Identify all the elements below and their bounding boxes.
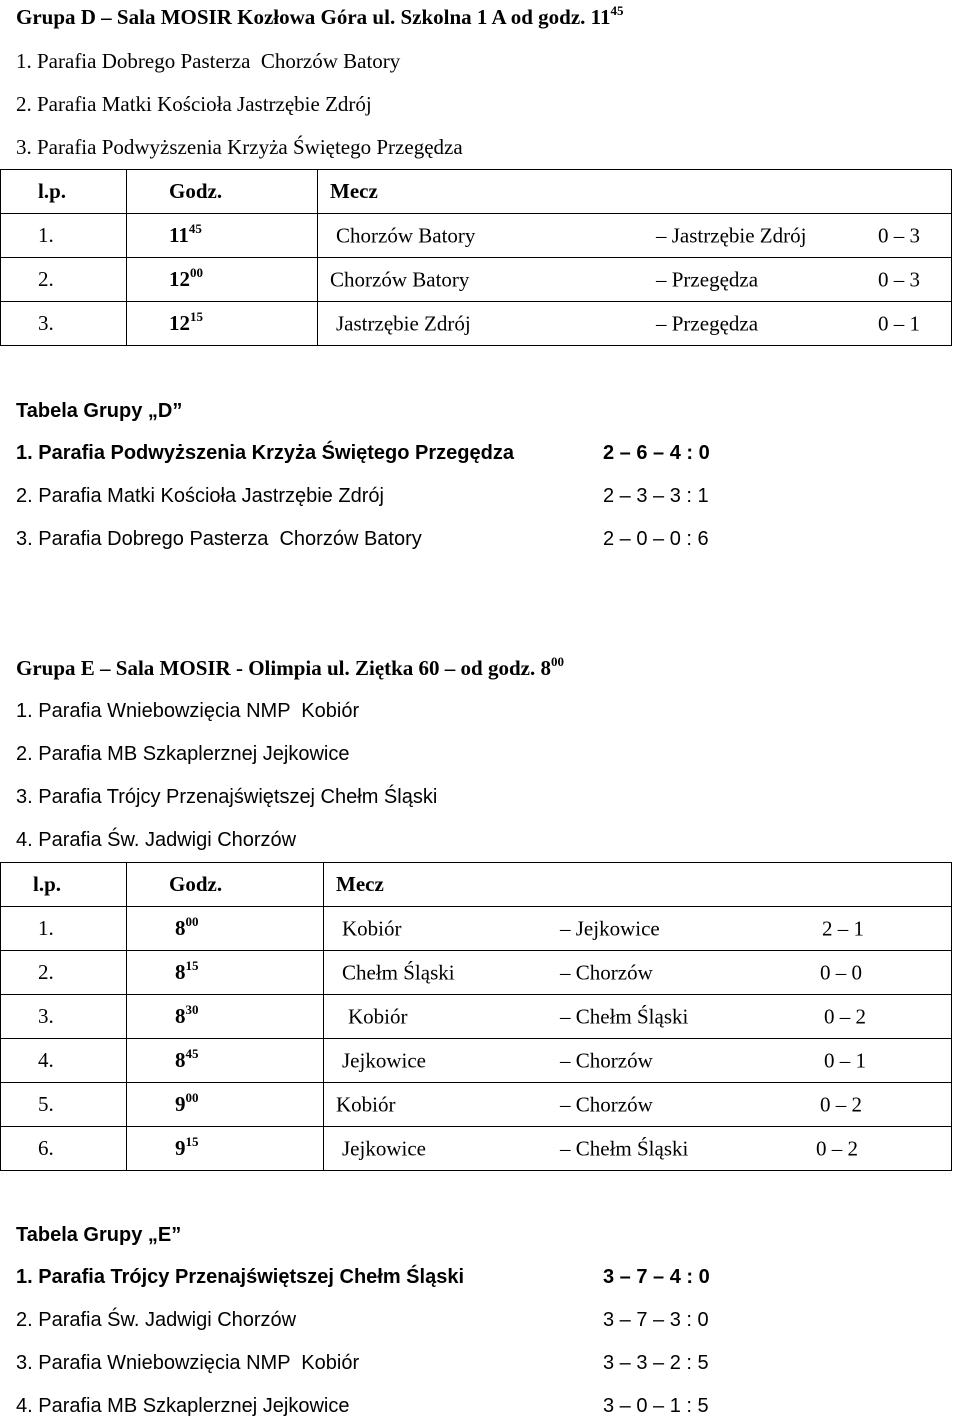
match-time: $11^{45}$ xyxy=(127,214,318,258)
standing-row: 1. Parafia Podwyższenia Krzyża Świętego Przegędza xyxy=(16,442,514,464)
match-cell xyxy=(324,1039,952,1083)
standing-stats: 3 – 7 – 4 : 0 xyxy=(603,1266,710,1288)
match-cell xyxy=(324,995,952,1039)
table-row xyxy=(1,1127,952,1171)
match-cell xyxy=(324,1083,952,1127)
table-row xyxy=(1,995,952,1039)
standing-row: 2. Parafia Św. Jadwigi Chorzów xyxy=(16,1309,297,1331)
home-team: Jejkowice xyxy=(342,1136,426,1160)
group-d-standings-title: Tabela Grupy „D” xyxy=(16,400,183,422)
away-team: – Jastrzębie Zdrój xyxy=(656,223,807,247)
match-cell xyxy=(324,1127,952,1171)
match-lp: 3. xyxy=(1,995,127,1039)
home-team: Kobiór xyxy=(336,1092,396,1116)
group-e-standings-title: Tabela Grupy „E” xyxy=(16,1224,182,1246)
standing-row: 1. Parafia Trójcy Przenajświętszej Chełm Śląski xyxy=(16,1266,464,1288)
group-d-team-2: 2. Parafia Matki Kościoła Jastrzębie Zdrój xyxy=(16,92,372,116)
match-time: $12^{15}$ xyxy=(127,302,318,346)
match-time: $8^{30}$ xyxy=(127,995,324,1039)
match-header: Mecz xyxy=(324,863,952,907)
match-time: $8^{00}$ xyxy=(127,907,324,951)
match-lp: 1. xyxy=(1,907,127,951)
score: 0 – 2 xyxy=(824,1004,866,1028)
table-row xyxy=(1,1083,952,1127)
group-d-team-1: 1. Parafia Dobrego Pasterza Chorzów Batory xyxy=(16,49,401,73)
table-row xyxy=(1,951,952,995)
match-header: Mecz xyxy=(318,170,952,214)
time-header: Godz. xyxy=(127,170,318,214)
group-d-header xyxy=(16,4,624,30)
table-row xyxy=(1,907,952,951)
match-lp: 2. xyxy=(1,951,127,995)
score: 2 – 1 xyxy=(822,916,864,940)
standing-stats: 3 – 0 – 1 : 5 xyxy=(603,1395,709,1417)
match-cell xyxy=(318,258,952,302)
group-e-team-4: 4. Parafia Św. Jadwigi Chorzów xyxy=(16,829,297,851)
group-e-match-table xyxy=(0,862,952,1171)
standing-row: 3. Parafia Dobrego Pasterza Chorzów Batory xyxy=(16,528,422,550)
match-time: $12^{00}$ xyxy=(127,258,318,302)
away-team: – Chełm Śląski xyxy=(560,1136,689,1160)
match-time: $8^{45}$ xyxy=(127,1039,324,1083)
match-time: $9^{15}$ xyxy=(127,1127,324,1171)
match-lp: 2. xyxy=(1,258,127,302)
score: 0 – 3 xyxy=(878,267,920,291)
group-d-header-text: Grupa D – Sala MOSIR Kozłowa Góra ul. Szkolna 1 A od godz. 11 xyxy=(16,5,611,29)
away-team: – Przegędza xyxy=(656,311,759,335)
group-e-header-text: Grupa E – Sala MOSIR - Olimpia ul. Ziętka 60 – od godz. 8 xyxy=(16,656,551,680)
match-cell xyxy=(318,214,952,258)
group-d-match-table xyxy=(0,169,952,346)
home-team: Jastrzębie Zdrój xyxy=(336,311,471,335)
standing-row: 3. Parafia Wniebowzięcia NMP Kobiór xyxy=(16,1352,360,1374)
match-time: $8^{15}$ xyxy=(127,951,324,995)
group-e-header xyxy=(16,655,564,681)
match-time: $9^{00}$ xyxy=(127,1083,324,1127)
home-team: Chorzów Batory xyxy=(330,267,470,291)
match-cell xyxy=(318,302,952,346)
table-row xyxy=(1,302,952,346)
table-header-row xyxy=(1,170,952,214)
match-cell xyxy=(324,907,952,951)
table-row xyxy=(1,1039,952,1083)
score: 0 – 3 xyxy=(878,223,920,247)
standing-row: 2. Parafia Matki Kościoła Jastrzębie Zdrój xyxy=(16,485,384,507)
standing-stats: 3 – 3 – 2 : 5 xyxy=(603,1352,709,1374)
away-team: – Chorzów xyxy=(560,1048,653,1072)
group-e-team-3: 3. Parafia Trójcy Przenajświętszej Chełm Śląski xyxy=(16,786,438,808)
group-d-team-3: 3. Parafia Podwyższenia Krzyża Świętego Przegędza xyxy=(16,135,463,159)
group-e-header-time-sup: 00 xyxy=(551,654,564,669)
away-team: – Chorzów xyxy=(560,1092,653,1116)
group-e-team-1: 1. Parafia Wniebowzięcia NMP Kobiór xyxy=(16,700,360,722)
away-team: – Chorzów xyxy=(560,960,653,984)
standing-stats: 2 – 3 – 3 : 1 xyxy=(603,485,709,507)
match-lp: 3. xyxy=(1,302,127,346)
match-lp: 4. xyxy=(1,1039,127,1083)
match-lp: 6. xyxy=(1,1127,127,1171)
away-team: – Przegędza xyxy=(656,267,759,291)
lp-header: l.p. xyxy=(1,170,127,214)
home-team: Chorzów Batory xyxy=(336,223,476,247)
lp-header: l.p. xyxy=(1,863,127,907)
standing-stats: 2 – 6 – 4 : 0 xyxy=(603,442,710,464)
score: 0 – 1 xyxy=(824,1048,866,1072)
score: 0 – 2 xyxy=(816,1136,858,1160)
match-lp: 5. xyxy=(1,1083,127,1127)
group-d-header-time-sup: 45 xyxy=(610,3,624,18)
score: 0 – 2 xyxy=(820,1092,862,1116)
match-cell xyxy=(324,951,952,995)
table-header-row xyxy=(1,863,952,907)
away-team: – Jejkowice xyxy=(560,916,660,940)
standing-stats: 2 – 0 – 0 : 6 xyxy=(603,528,709,550)
table-row xyxy=(1,214,952,258)
standing-row: 4. Parafia MB Szkaplerznej Jejkowice xyxy=(16,1395,350,1417)
time-header: Godz. xyxy=(127,863,324,907)
home-team: Kobiór xyxy=(348,1004,408,1028)
home-team: Kobiór xyxy=(342,916,402,940)
home-team: Chełm Śląski xyxy=(342,960,455,984)
match-lp: 1. xyxy=(1,214,127,258)
away-team: – Chełm Śląski xyxy=(560,1004,689,1028)
group-e-team-2: 2. Parafia MB Szkaplerznej Jejkowice xyxy=(16,743,350,765)
table-row xyxy=(1,258,952,302)
home-team: Jejkowice xyxy=(342,1048,426,1072)
standing-stats: 3 – 7 – 3 : 0 xyxy=(603,1309,709,1331)
score: 0 – 0 xyxy=(820,960,862,984)
score: 0 – 1 xyxy=(878,311,920,335)
